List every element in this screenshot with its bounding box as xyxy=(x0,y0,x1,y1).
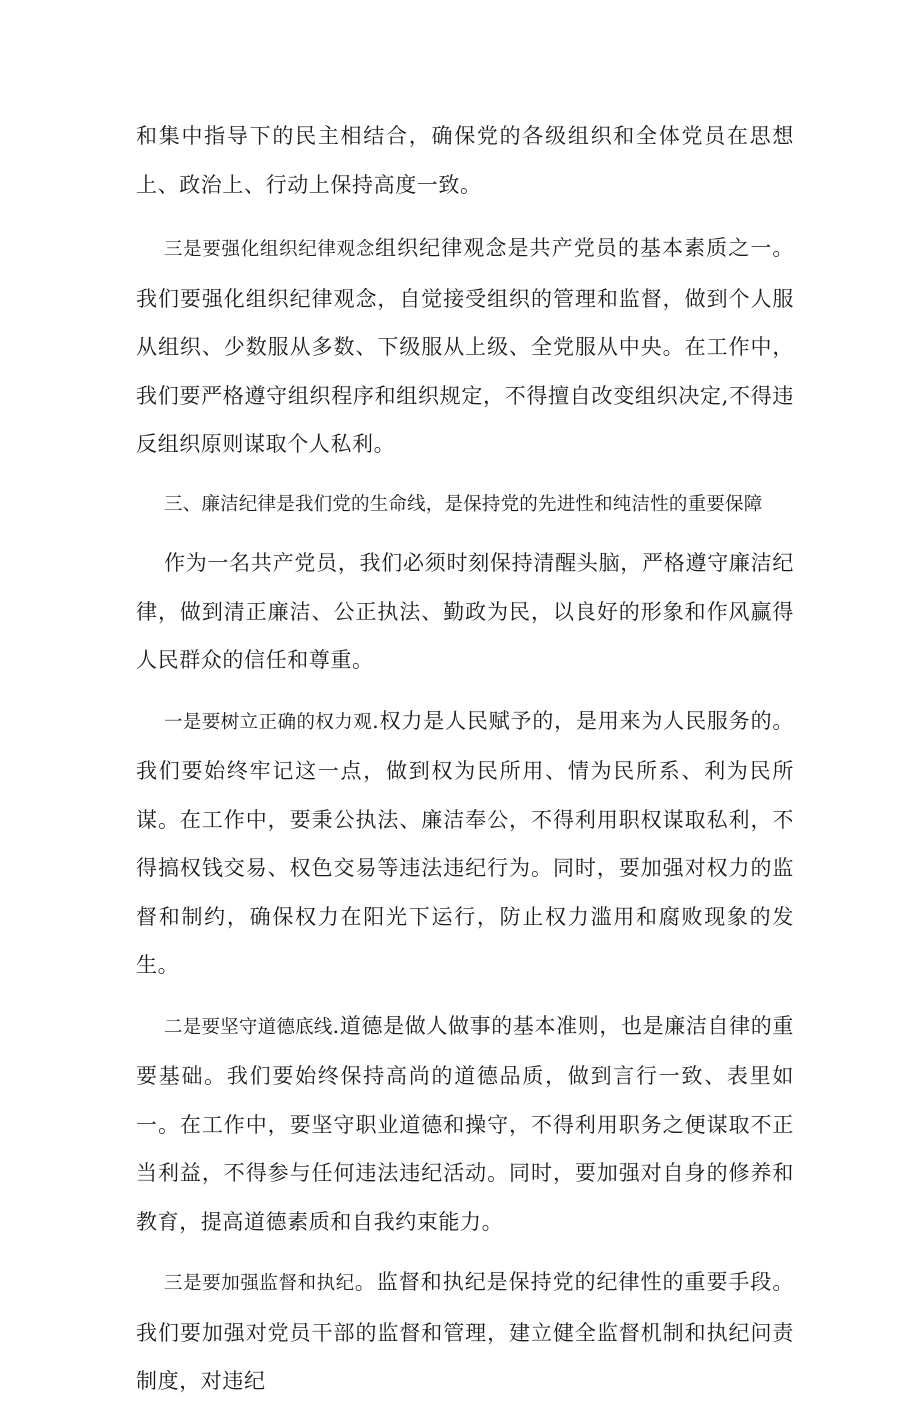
paragraph-intro xyxy=(136,539,794,685)
paragraph-organization-discipline xyxy=(136,224,794,469)
paragraph-text: 。监督和执纪是保持党的纪律性的重要手段。我们要加强对党员干部的监督和管理，建立健全监督机制和执纪问责制度，对违纪 xyxy=(136,1270,794,1393)
paragraph-text: 组织纪律观念是共产党员的基本素质之一。我们要强化组织纪律观念，自觉接受组织的管理和监督，做到个人服从组织、少数服从多数、下级服从上级、全党服从中央。在工作中，我们要严格遵守组织程序和组织规定，不得擅自改变组织决定,不得违反组织原则谋取个人私利。 xyxy=(136,236,795,456)
paragraph-text: .道德是做人做事的基本准则，也是廉洁自律的重要基础。我们要始终保持高尚的道德品质，做到言行一致、表里如一。在工作中，要坚守职业道德和操守，不得利用职务之便谋取不正当利益，不得参与任何违法违纪活动。同时，要加强对自身的修养和教育，提高道德素质和自我约束能力。 xyxy=(136,1013,794,1234)
paragraph-supervision xyxy=(136,1258,794,1406)
section-heading-text: 三、廉洁纪律是我们党的生命线，是保持党的先进性和纯洁性的重要保障 xyxy=(164,493,763,515)
paragraph-lead: 三是要加强监督和执纪 xyxy=(164,1273,355,1294)
paragraph-text: .权力是人民赋予的，是用来为人民服务的。我们要始终牢记这一点，做到权为民所用、情为民所系、利为民所谋。在工作中，要秉公执法、廉洁奉公，不得利用职权谋取私利，不得搞权钱交易、权色交易等违法违纪行为。同时，要加强对权力的监督和制约，确保权力在阳光下运行，防止权力滥用和腐败现象的发生。 xyxy=(136,708,794,977)
document-body xyxy=(136,112,794,1406)
paragraph-lead: 一是要树立正确的权力观 xyxy=(164,711,373,733)
paragraph-moral-bottom-line xyxy=(136,1002,794,1247)
paragraph-power-view xyxy=(136,697,794,990)
paragraph-continuation xyxy=(136,112,794,209)
paragraph-lead: 三是要强化组织纪律观念 xyxy=(164,239,375,260)
section-heading xyxy=(136,479,794,530)
paragraph-text: 和集中指导下的民主相结合，确保党的各级组织和全体党员在思想上、政治上、行动上保持高度一致。 xyxy=(136,124,794,197)
paragraph-text: 作为一名共产党员，我们必须时刻保持清醒头脑，严格遵守廉洁纪律，做到清正廉洁、公正执法、勤政为民，以良好的形象和作风赢得人民群众的信任和尊重。 xyxy=(136,551,794,672)
paragraph-lead: 二是要坚守道德底线 xyxy=(164,1016,333,1038)
